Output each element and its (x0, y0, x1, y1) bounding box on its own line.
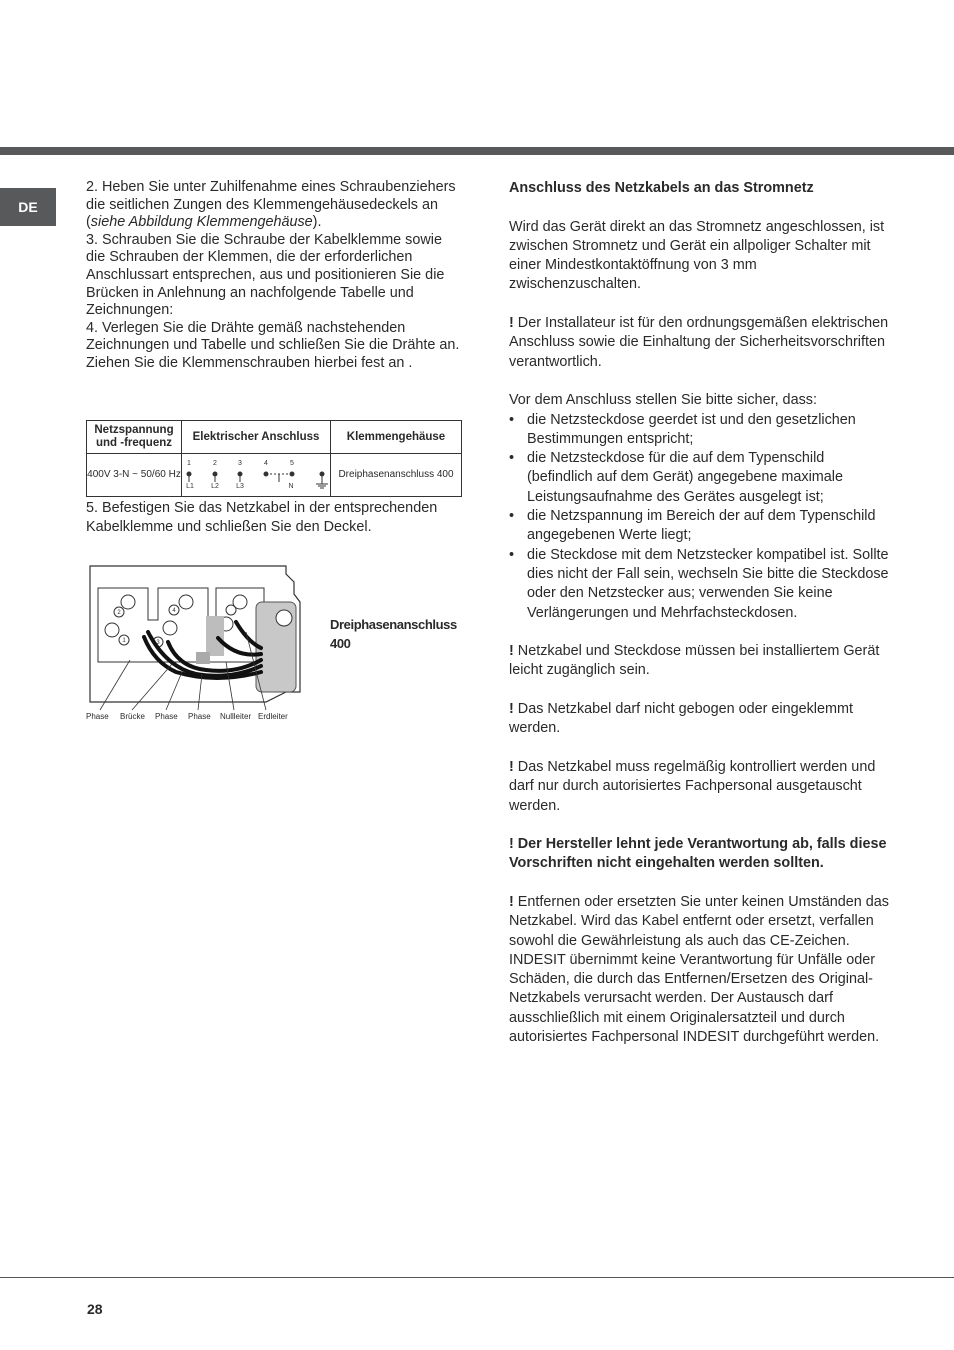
step-2 (86, 179, 462, 232)
terminal-label: L1 (186, 483, 194, 490)
warning-mark: ! (509, 701, 514, 718)
warning-bent (509, 700, 889, 739)
terminal-number: 3 (156, 640, 160, 646)
terminal-number: 2 (117, 610, 121, 616)
header-connection: Elektrischer Anschluss (182, 421, 331, 454)
terminal-label: L2 (211, 483, 219, 490)
paragraph-switch: Wird das Gerät direkt an das Stromnetz angeschlossen, ist zwischen Stromnetz und Gerät ein allpoliger Schalter mit einer Mindestkontaktöffnung von 3 mm zwischenzuschalten. (509, 218, 885, 293)
cell-voltage: 400V 3-N ~ 50/60 Hz (87, 454, 182, 497)
step-5: 5. Befestigen Sie das Netzkabel in der entsprechenden Kabelklemme und schließen Sie den Deckel. (86, 500, 438, 536)
warning-mark: ! (509, 758, 514, 775)
warning-mark: ! (509, 893, 514, 910)
label-bridge: Brücke (120, 712, 145, 721)
step-3: 3. Schrauben Sie die Schraube der Kabelklemme sowie die Schrauben der Klemmen, die der erforderlichen Anschlussart entsprechen, aus und positionieren Sie die Brücken in Anlehnung an nachfolgende Tabelle und Zeichnungen: (86, 231, 445, 319)
warning-replace (509, 893, 889, 1047)
header-voltage: Netzspannung und -frequenz (87, 421, 182, 454)
cell-housing: Dreiphasenanschluss 400 (331, 454, 462, 497)
warning-text: Der Installateur ist für den ordnungsgemäßen elektrischen Anschluss sowie die Einhaltung der Sicherheitsvorschriften verantwortlich. (509, 315, 889, 370)
step-2-text: 2. Heben Sie unter Zuhilfenahme eines Schraubenziehers die seitlichen Zungen des Klemmengehäusedeckels an ( (86, 179, 456, 231)
diagram-title-line-1: Dreiphasenanschluss (330, 617, 457, 632)
list-item: • die Netzsteckdose für die auf dem Typenschild (befindlich auf dem Gerät) angegebene maximale Leistungsaufnahme des Gerätes ausgelegt ist; (509, 449, 889, 507)
warning-text: Entfernen oder ersetzten Sie unter keinen Umständen das Netzkabel. Wird das Kabel entfernt oder ersetzt, verfallen sowohl die Gewährleistung als auch das CE-Zeichen. INDESIT übernimmt keine Verantwortung für Unfälle oder Schäden, die durch das Entfernen/Ersetzen des Original-Netzkabels verursacht werden. Der Austausch darf ausschließlich mit einem Originalersatzteil und durch autorisiertes Fachpersonal INDESIT durchgeführt werden. (509, 893, 889, 1046)
list-item: • die Steckdose mit dem Netzstecker kompatibel ist. Sollte dies nicht der Fall sein, wechseln Sie bitte die Steckdose oder den Netzstecker aus; verwenden Sie keine Verlängerungen und Mehrfachsteckdosen. (509, 546, 889, 623)
warning-inspect (509, 758, 889, 816)
step-2-reference: siehe Abbildung Klemmengehäuse (90, 214, 313, 231)
terminal-number: 1 (187, 460, 191, 467)
terminal-number: 4 (264, 460, 268, 467)
terminal-schematic (182, 454, 330, 492)
terminal-label: L3 (236, 483, 244, 490)
step-2-end: ). (312, 214, 322, 231)
label-phase-3: Phase (188, 712, 211, 721)
warning-mark: ! (509, 315, 514, 332)
terminal-number: 3 (238, 460, 242, 467)
terminal-label: N (288, 483, 294, 490)
terminal-block-diagram (86, 562, 306, 727)
list-item: • die Netzspannung im Bereich der auf dem Typenschild angegebenen Werte liegt; (509, 507, 889, 546)
label-earth: Erdleiter (258, 712, 288, 721)
warning-liability: ! Der Hersteller lehnt jede Verantwortung ab, falls diese Vorschriften nicht eingehalten werden sollten. (509, 836, 887, 872)
right-column (509, 179, 889, 1067)
step-4: 4. Verlegen Sie die Drähte gemäß nachstehenden Zeichnungen und Tabelle und schließen Sie die Drähte an. Ziehen Sie die Klemmenschrauben hierbei fest an . (86, 319, 460, 371)
cell-connection-diagram (182, 454, 331, 497)
header-bar (0, 147, 954, 155)
table-row (87, 454, 462, 497)
terminal-number: 2 (213, 460, 217, 467)
warning-text: Netzkabel und Steckdose müssen bei installiertem Gerät leicht zugänglich sein. (509, 643, 880, 679)
left-column (86, 179, 462, 373)
warning-text: Das Netzkabel muss regelmäßig kontrolliert werden und darf nur durch autorisiertes Fachpersonal ausgetauscht werden. (509, 758, 876, 814)
label-phase-1: Phase (86, 712, 109, 721)
diagram-title-line-2: 400 (330, 636, 351, 651)
label-phase-2: Phase (155, 712, 178, 721)
paragraph-checks-intro: Vor dem Anschluss stellen Sie bitte sicher, dass: (509, 392, 817, 409)
label-neutral: Nullleiter (220, 712, 252, 721)
list-item: • die Netzsteckdose geerdet ist und den gesetzlichen Bestimmungen entspricht; (509, 411, 889, 450)
language-tab: DE (0, 188, 56, 226)
terminal-number: 5 (290, 460, 294, 467)
page-number: 28 (87, 1301, 103, 1317)
connection-table (86, 420, 462, 497)
check-list (509, 411, 889, 623)
warning-mark: ! (509, 643, 514, 660)
warning-accessible (509, 642, 889, 681)
warning-installer (509, 314, 889, 372)
terminal-number: 1 (122, 638, 126, 644)
footer-rule (0, 1277, 954, 1278)
terminal-number: 4 (172, 608, 176, 614)
warning-text: Das Netzkabel darf nicht gebogen oder eingeklemmt werden. (509, 701, 853, 737)
section-heading: Anschluss des Netzkabels an das Stromnetz (509, 180, 814, 196)
header-housing: Klemmengehäuse (331, 421, 462, 454)
diagram-title (330, 615, 457, 653)
table-header-row (87, 421, 462, 454)
